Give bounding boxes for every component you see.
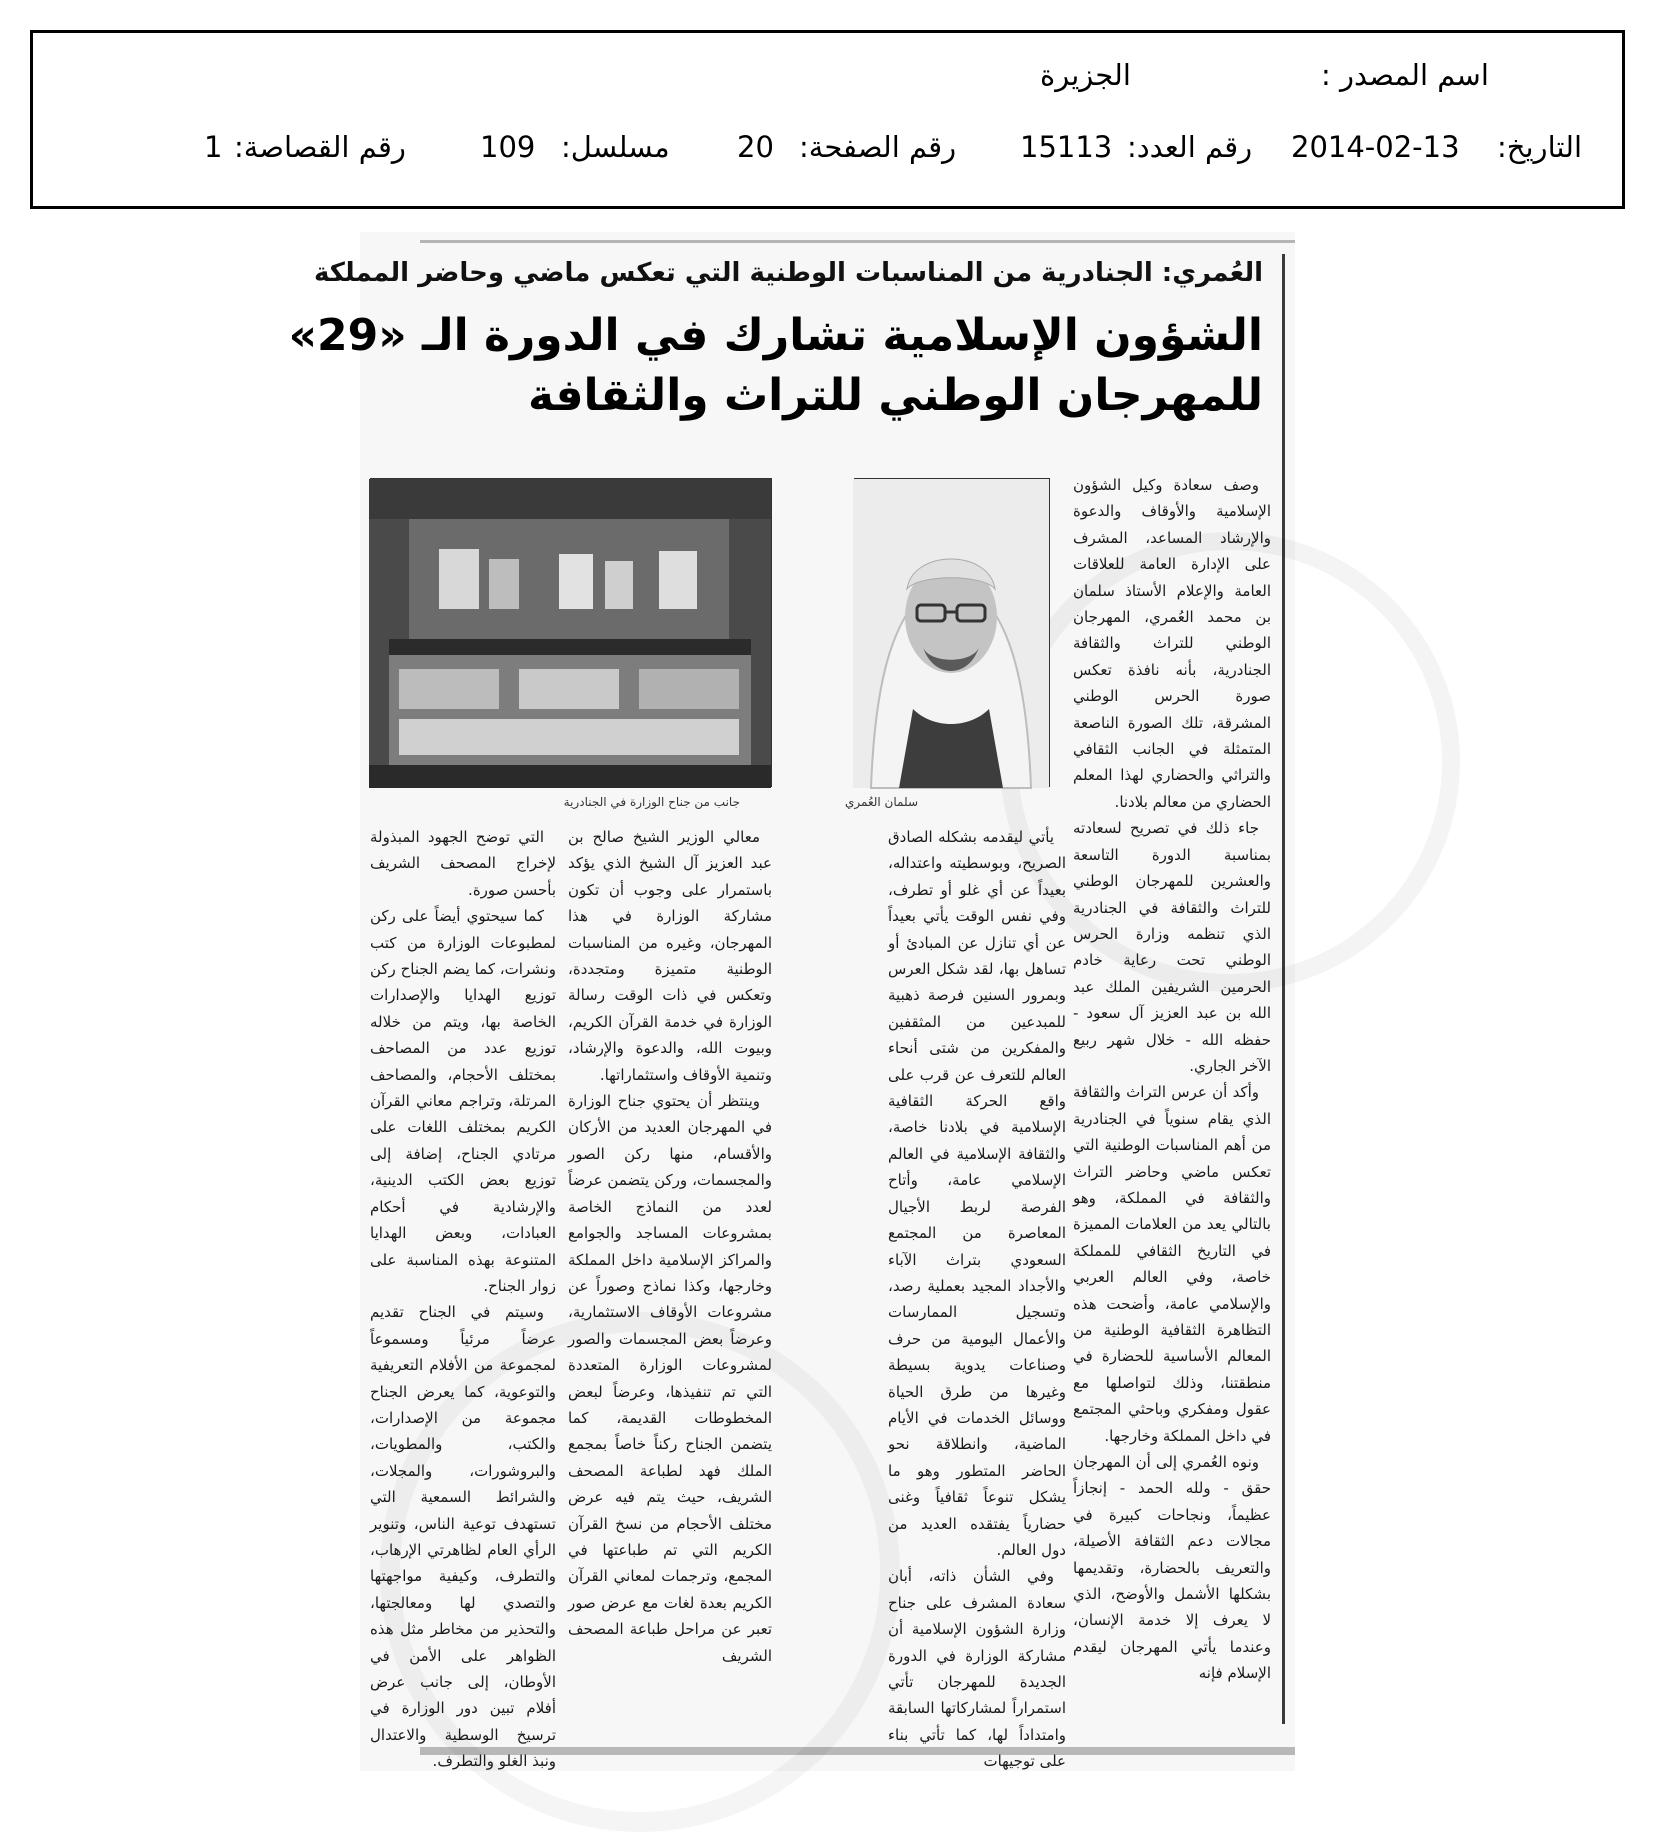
- paragraph: جاء ذلك في تصريح لسعادته بمناسبة الدورة التاسعة والعشرين للمهرجان الوطني للتراث والثقافة في الجنادرية الذي تنظمه وزارة الحرس الوطني تحت رعاية خادم الحرمين الشريفين الملك عبد الله بن عبد العزيز آل سعود - حفظه الله - خلال شهر ربيع الآخر الجاري.: [1073, 819, 1271, 1075]
- source-info-box: [30, 30, 1625, 209]
- paragraph: وأكد أن عرس التراث والثقافة الذي يقام سنوياً في الجنادرية من أهم المناسبات الوطنية التي تعكس ماضي وحاضر التراث والثقافة في المملكة، وهو بالتالي يعد من العلامات المميزة في التاريخ الثقافي للمملكة خاصة، وفي العالم العربي والإسلامي عامة، وأضحت هذه التظاهرة الثقافية الوطنية من المعالم الأساسية للحضارة في منطقتنا، وذلك لتواصلها مع عقول ومفكري وباحثي المجتمع في داخل المملكة وخارجها.: [1073, 1083, 1271, 1445]
- article-kicker: العُمري: الجنادرية من المناسبات الوطنية التي تعكس ماضي وحاضر المملكة: [314, 258, 1263, 288]
- clip-number-label: رقم القصاصة:: [234, 130, 406, 164]
- paragraph: يأتي ليقدمه بشكله الصادق الصريح، وبوسطيته واعتداله، بعيداً عن أي غلو أو تطرف، وفي نفس الوقت يأتي بعيداً عن أي تنازل عن المبادئ أو تساهل بها، لقد شكل العرس وبمرور السنين فرصة ذهبية للمبدعين من المثقفين والمفكرين من شتى أنحاء العالم للتعرف عن قرب على واقع الحركة الثقافية الإسلامية في بلادنا خاصة، والثقافة الإسلامية في العالم الإسلامي عامة، وأتاح الفرصة لربط الأجيال المعاصرة من المجتمع السعودي بتراث الآباء والأجداد المجيد بعملية رصد، وتسجيل الممارسات والأعمال اليومية من حرف وصناعات يدوية بسيطة وغيرها من طرق الحياة ووسائل الخدمات في الأيام الماضية، وانطلاقة نحو الحاضر المتطور وهو ما يشكل تنوعاً ثقافياً وغنى حضارياً يفتقده العديد من دول العالم.: [888, 828, 1066, 1559]
- paragraph: وينتظر أن يحتوي جناح الوزارة في المهرجان العديد من الأركان والأقسام، منها ركن الصور والمجسمات، وركن يتضمن عرضاً لعدد من النماذج الخاصة بمشروعات المساجد والجوامع والمراكز الإسلامية داخل المملكة وخارجها، وكذا نماذج وصوراً عن مشروعات الأوقاف الاستثمارية، وعرضاً بعض المجسمات والصور لمشروعات الوزارة المتعددة التي تم تنفيذها، وعرضاً لبعض المخطوطات القديمة، كما يتضمن الجناح ركناً خاصاً بمجمع الملك فهد لطباعة المصحف الشريف، حيث يتم فيه عرض مختلف الأحجام من نسخ القرآن الكريم التي تم طباعتها في المجمع، وترجمات لمعاني القرآن الكريم بعدة لغات مع عرض صور تعبر عن مراحل طباعة المصحف الشريف: [568, 1092, 772, 1665]
- page-label: رقم الصفحة:: [799, 130, 957, 164]
- paragraph: ونوه العُمري إلى أن المهرجان حقق - ولله الحمد - إنجازاً عظيماً، ونجاحات كبيرة في مجالات دعم الثقافة الأصيلة، والتعريف بالحضارة، وتقديمها بشكلها الأشمل والأوضح، الذي لا يعرف إلا خدمة الإنسان، وعندما يأتي المهرجان ليقدم الإسلام فإنه: [1073, 1453, 1271, 1683]
- issue-value: 15113: [1020, 130, 1113, 164]
- portrait-caption: سلمان العُمري: [845, 795, 918, 809]
- paragraph: التي توضح الجهود المبذولة لإخراج المصحف الشريف بأحسن صورة.: [370, 828, 556, 899]
- side-rule: [1282, 254, 1285, 1724]
- paragraph: معالي الوزير الشيخ صالح بن عبد العزيز آل الشيخ الذي يؤكد باستمرار على وجوب أن تكون مشاركة الوزارة في هذا المهرجان، وغيره من المناسبات الوطنية متميزة ومتجددة، وتعكس في ذات الوقت رسالة الوزارة في خدمة القرآن الكريم، وبيوت الله، والدعوة والإرشاد، وتنمية الأوقاف واستثماراتها.: [568, 828, 772, 1084]
- headline-line-1: الشؤون الإسلامية تشارك في الدورة الـ «29»: [288, 310, 1263, 361]
- paragraph: وسيتم في الجناح تقديم عرضاً مرئياً ومسموعاً لمجموعة من الأفلام التعريفية والتوعوية، كما يعرض الجناح مجموعة من الإصدارات، والكتب، والمطويات، والبروشورات، والمجلات، والشرائط السمعية التي تستهدف توعية الناس، وتنوير الرأي العام لظاهرتي الإرهاب، والتطرف، وكيفية مواجهتها والتصدي لها ومعالجتها، والتحذير من مخاطر مثل هذه الظواهر على الأمن في الأوطان، إلى جانب عرض أفلام تبين دور الوزارة في ترسيخ الوسطية والاعتدال ونبذ الغلو والتطرف.: [370, 1303, 556, 1771]
- paragraph: كما سيحتوي أيضاً على ركن لمطبوعات الوزارة من كتب ونشرات، كما يضم الجناح ركن توزيع الهدايا والإصدارات الخاصة بها، ويتم من خلاله توزيع عدد من المصاحف بمختلف الأحجام، والمصاحف المرتلة، وتراجم معاني القرآن الكريم بمختلف اللغات على مرتادي الجناح، إضافة إلى توزيع بعض الكتب الدينية، والإرشادية في أحكام العبادات، وبعض الهدايا المتنوعة بهذه المناسبة على زوار الجناح.: [370, 907, 556, 1295]
- serial-value: 109: [480, 130, 536, 164]
- serial-label: مسلسل:: [561, 130, 670, 164]
- paragraph: وفي الشأن ذاته، أبان سعادة المشرف على جناح وزارة الشؤون الإسلامية أن مشاركة الوزارة في الدورة الجديدة للمهرجان تأتي استمراراً لمشاركاتها السابقة وامتداداً لها، كما تأتي بناء على توجيهات: [888, 1567, 1066, 1771]
- portrait-image: [853, 479, 1049, 788]
- article-column-1: [1073, 472, 1271, 1737]
- headline-line-2: للمهرجان الوطني للتراث والثقافة: [528, 370, 1263, 421]
- source-name-label: اسم المصدر :: [1321, 58, 1489, 92]
- portrait-photo: [854, 478, 1050, 787]
- exhibition-photo: [370, 478, 772, 787]
- clip-number-value: 1: [204, 130, 223, 164]
- exhibition-image: [369, 479, 771, 788]
- page-value: 20: [737, 130, 774, 164]
- article-column-4: [370, 824, 556, 1771]
- article-column-2: [888, 824, 1066, 1771]
- newspaper-clipping: [288, 232, 1295, 1771]
- top-rule: [420, 240, 1295, 243]
- article-column-3: [568, 824, 772, 1737]
- source-name-value: الجزيرة: [1040, 58, 1131, 92]
- issue-label: رقم العدد:: [1127, 130, 1253, 164]
- exhibition-caption: جانب من جناح الوزارة في الجنادرية: [563, 795, 740, 809]
- date-label: التاريخ:: [1497, 130, 1583, 164]
- date-value: 2014-02-13: [1291, 130, 1460, 164]
- paragraph: وصف سعادة وكيل الشؤون الإسلامية والأوقاف والدعوة والإرشاد المساعد، المشرف على الإدارة العامة للعلاقات العامة والإعلام الأستاذ سلمان بن محمد العُمري، المهرجان الوطني للتراث والثقافة الجنادرية، بأنه نافذة تعكس صورة الحرس الوطني المشرقة، تلك الصورة الناصعة المتمثلة في الجانب الثقافي والتراثي والحضاري لهذا المعلم الحضاري من معالم بلادنا.: [1073, 476, 1271, 811]
